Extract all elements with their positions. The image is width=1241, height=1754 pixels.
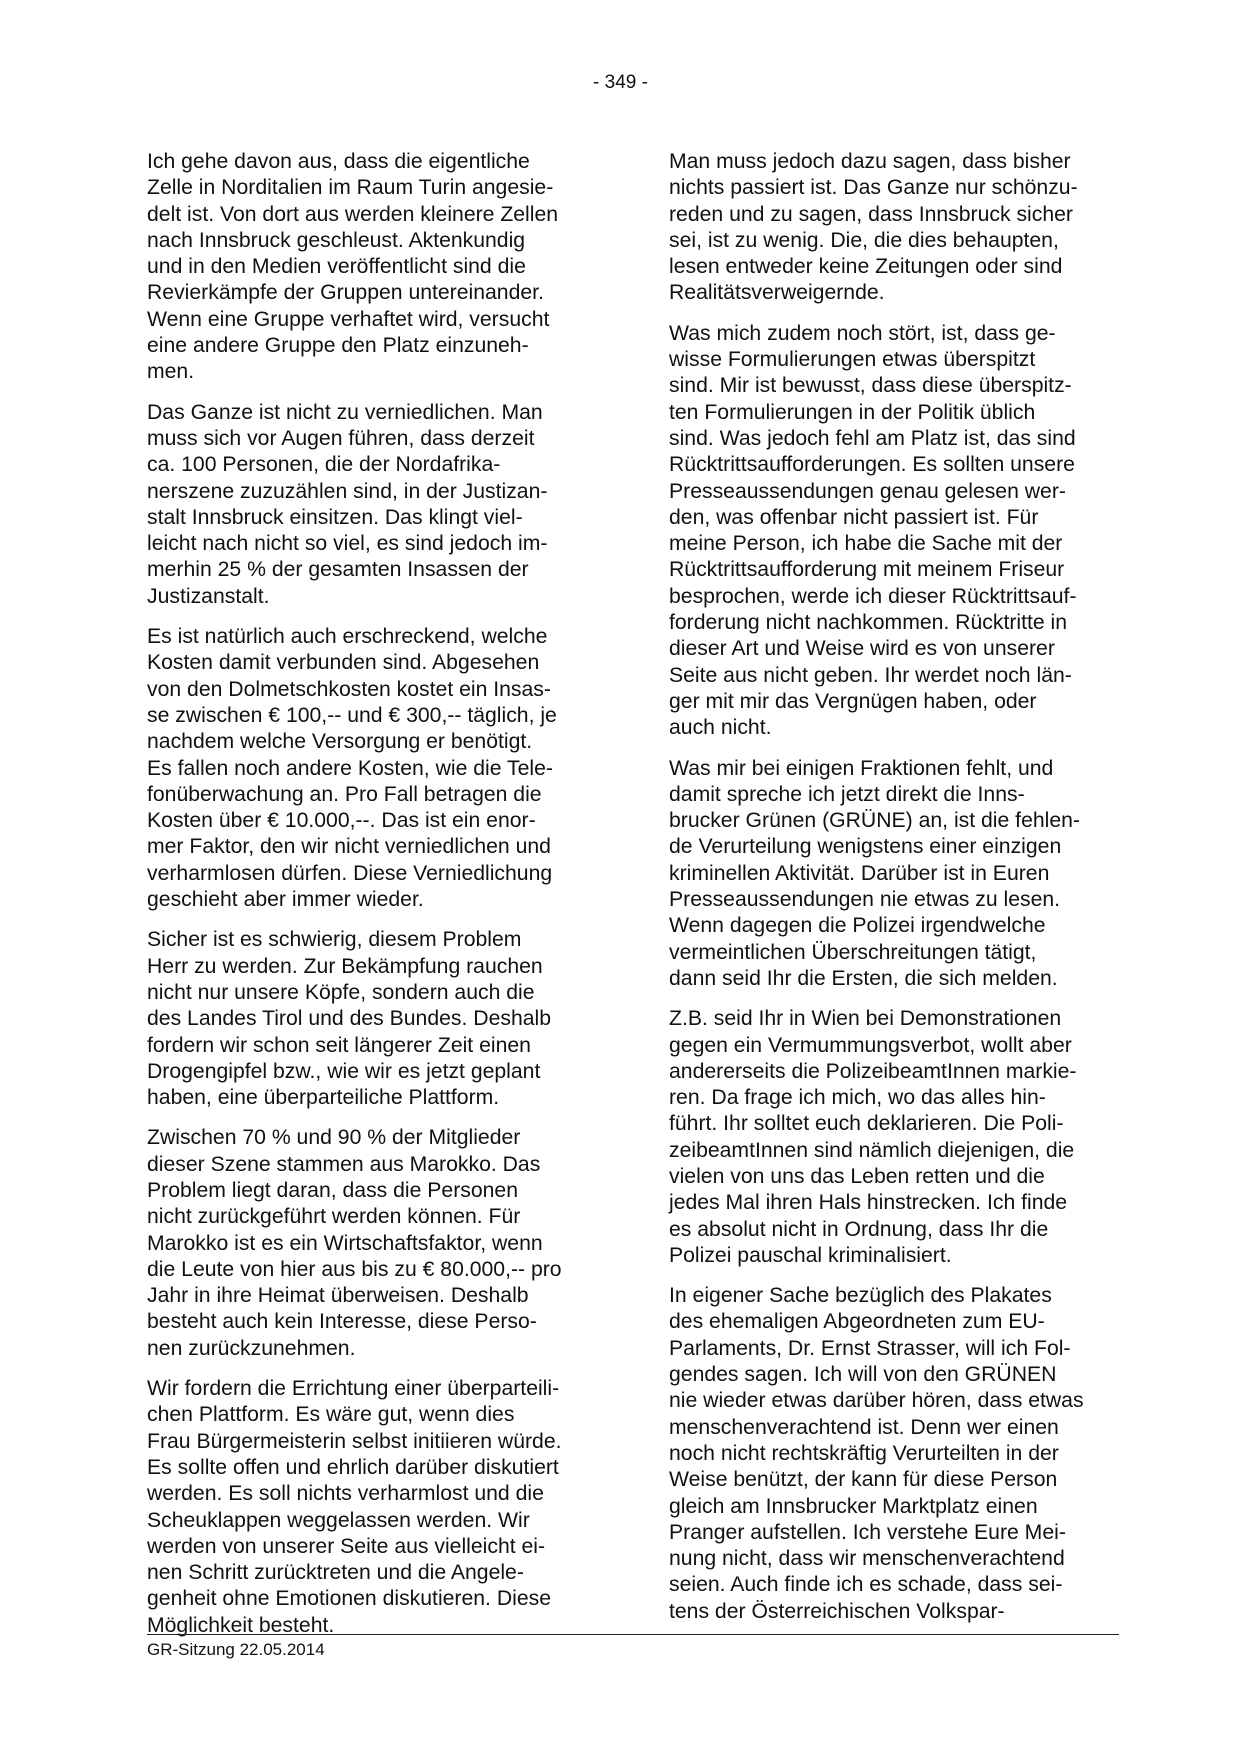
left-column <box>147 149 599 1653</box>
text-line: nen Schritt zurücktreten und die Angele- <box>147 1561 524 1585</box>
text-line: führt. Ihr solltet euch deklarieren. Die Poli- <box>669 1112 1064 1136</box>
text-line: genheit ohne Emotionen diskutieren. Diese <box>147 1587 552 1611</box>
text-line: Presseaussendungen genau gelesen wer- <box>669 479 1066 503</box>
text-line: Frau Bürgermeisterin selbst initiieren würde. <box>147 1429 562 1453</box>
text-line: seien. Auch finde ich es schade, dass sei- <box>669 1573 1063 1597</box>
text-line: nen zurückzunehmen. <box>147 1336 356 1360</box>
text-line: Wenn eine Gruppe verhaftet wird, versucht <box>147 307 550 331</box>
text-line: des Landes Tirol und des Bundes. Deshalb <box>147 1007 552 1031</box>
text-line: Was mich zudem noch stört, ist, dass ge- <box>669 321 1056 345</box>
text-line: vermeintlichen Überschreitungen tätigt, <box>669 940 1037 964</box>
text-line: nachdem welche Versorgung er benötigt. <box>147 730 533 754</box>
text-line: sind. Was jedoch fehl am Platz ist, das sind <box>669 426 1076 450</box>
text-line: Drogengipfel bzw., wie wir es jetzt geplant <box>147 1059 541 1083</box>
text-line: Was mir bei einigen Fraktionen fehlt, und <box>669 756 1054 780</box>
text-line: nicht zurückgeführt werden können. Für <box>147 1205 521 1229</box>
text-line: verharmlosen dürfen. Diese Verniedlichung <box>147 861 553 885</box>
text-line: Parlaments, Dr. Ernst Strasser, will ich Fol- <box>669 1336 1071 1360</box>
text-line: Weise benützt, der kann für diese Person <box>669 1468 1058 1492</box>
text-line: In eigener Sache bezüglich des Plakates <box>669 1284 1052 1308</box>
text-line: Möglichkeit besteht. <box>147 1613 335 1637</box>
text-line: Z.B. seid Ihr in Wien bei Demonstrationen <box>669 1007 1062 1031</box>
text-line: nung nicht, dass wir menschenverachtend <box>669 1547 1065 1571</box>
text-line: Wenn dagegen die Polizei irgendwelche <box>669 914 1046 938</box>
text-line: dieser Szene stammen aus Marokko. Das <box>147 1152 541 1176</box>
text-line: tens der Österreichischen Volkspar- <box>669 1599 1005 1623</box>
text-line: Es ist natürlich auch erschreckend, welche <box>147 625 548 649</box>
text-line: sind. Mir ist bewusst, dass diese überspitz- <box>669 374 1072 398</box>
text-line: nie wieder etwas darüber hören, dass etwas <box>669 1389 1084 1413</box>
paragraph <box>147 927 599 1111</box>
text-line: Seite aus nicht geben. Ihr werdet noch län- <box>669 663 1072 687</box>
text-line: Zwischen 70 % und 90 % der Mitglieder <box>147 1126 521 1150</box>
text-line: vielen von uns das Leben retten und die <box>669 1164 1045 1188</box>
paragraph <box>147 149 599 386</box>
text-line: Zelle in Norditalien im Raum Turin angesie- <box>147 176 554 200</box>
text-line: reden und zu sagen, dass Innsbruck sicher <box>669 202 1073 226</box>
text-line: Wir fordern die Errichtung einer überparteili- <box>147 1377 560 1401</box>
text-line: den, was offenbar nicht passiert ist. Für <box>669 505 1039 529</box>
text-line: Es sollte offen und ehrlich darüber diskutiert <box>147 1455 559 1479</box>
text-line: de Verurteilung wenigstens einer einzigen <box>669 835 1062 859</box>
text-line: Man muss jedoch dazu sagen, dass bisher <box>669 150 1071 173</box>
text-line: von den Dolmetschkosten kostet ein Insas- <box>147 677 551 701</box>
text-line: Sicher ist es schwierig, diesem Problem <box>147 928 522 952</box>
text-line: Pranger aufstellen. Ich verstehe Eure Mei- <box>669 1520 1066 1544</box>
text-line: gegen ein Vermummungsverbot, wollt aber <box>669 1033 1072 1057</box>
text-line: dann seid Ihr die Ersten, die sich melden. <box>669 966 1058 990</box>
text-line: nerszene zuzuzählen sind, in der Justizan- <box>147 479 548 503</box>
text-line: se zwischen € 100,-- und € 300,-- täglich, je <box>147 703 557 727</box>
text-line: dieser Art und Weise wird es von unserer <box>669 637 1055 661</box>
text-line: chen Plattform. Es wäre gut, wenn dies <box>147 1403 515 1427</box>
text-line: Problem liegt daran, dass die Personen <box>147 1178 518 1202</box>
text-line: ten Formulierungen in der Politik üblich <box>669 400 1036 424</box>
text-line: ca. 100 Personen, die der Nordafrika- <box>147 453 501 477</box>
text-line: Ich gehe davon aus, dass die eigentliche <box>147 150 530 173</box>
text-line: Polizei pauschal kriminalisiert. <box>669 1243 952 1267</box>
text-line: Es fallen noch andere Kosten, wie die Tele- <box>147 756 553 780</box>
text-line: forderung nicht nachkommen. Rücktritte in <box>669 611 1068 635</box>
paragraph <box>669 321 1121 742</box>
text-line: Revierkämpfe der Gruppen untereinander. <box>147 281 544 305</box>
text-line: brucker Grünen (GRÜNE) an, ist die fehlen- <box>669 809 1080 833</box>
text-line: men. <box>147 360 195 384</box>
text-line: eine andere Gruppe den Platz einzuneh- <box>147 334 529 358</box>
text-line: meine Person, ich habe die Sache mit der <box>669 532 1063 556</box>
paragraph <box>669 756 1121 993</box>
text-line: besteht auch kein Interesse, diese Perso- <box>147 1310 537 1334</box>
text-line: leicht nach nicht so viel, es sind jedoch im- <box>147 532 548 556</box>
text-line: und in den Medien veröffentlicht sind die <box>147 255 526 279</box>
text-line: Herr zu werden. Zur Bekämpfung rauchen <box>147 954 543 978</box>
text-line: Rücktrittsaufforderung mit meinem Friseur <box>669 558 1065 582</box>
footer-divider <box>147 1634 1119 1635</box>
text-line: menschenverachtend ist. Denn wer einen <box>669 1415 1059 1439</box>
text-line: werden von unserer Seite aus vielleicht ei- <box>147 1534 546 1558</box>
footer-session-date: GR-Sitzung 22.05.2014 <box>147 1640 325 1659</box>
text-line: zeibeamtInnen sind nämlich diejenigen, die <box>669 1138 1075 1162</box>
right-column <box>669 149 1121 1639</box>
text-line: fonüberwachung an. Pro Fall betragen die <box>147 782 542 806</box>
text-line: es absolut nicht in Ordnung, dass Ihr die <box>669 1217 1049 1241</box>
text-line: Das Ganze ist nicht zu verniedlichen. Man <box>147 400 543 424</box>
text-line: jedes Mal ihren Hals hinstrecken. Ich finde <box>669 1191 1068 1215</box>
text-line: kriminellen Aktivität. Darüber ist in Euren <box>669 861 1050 885</box>
text-line: delt ist. Von dort aus werden kleinere Zellen <box>147 202 559 226</box>
text-line: noch nicht rechtskräftig Verurteilten in der <box>669 1441 1059 1465</box>
text-line: Justizanstalt. <box>147 584 270 608</box>
paragraph <box>147 1376 599 1639</box>
text-line: stalt Innsbruck einsitzen. Das klingt viel- <box>147 505 523 529</box>
text-line: besprochen, werde ich dieser Rücktrittsauf- <box>669 584 1077 608</box>
text-line: Kosten damit verbunden sind. Abgesehen <box>147 651 540 675</box>
text-line: ren. Da frage ich mich, wo das alles hin- <box>669 1086 1046 1110</box>
text-line: Kosten über € 10.000,--. Das ist ein enor- <box>147 809 536 833</box>
text-line: Realitätsverweigernde. <box>669 281 885 305</box>
text-line: damit spreche ich jetzt direkt die Inns- <box>669 782 1025 806</box>
text-line: Scheuklappen weggelassen werden. Wir <box>147 1508 530 1532</box>
text-line: Marokko ist es ein Wirtschaftsfaktor, wenn <box>147 1231 543 1255</box>
text-line: lesen entweder keine Zeitungen oder sind <box>669 255 1063 279</box>
text-line: nach Innsbruck geschleust. Aktenkundig <box>147 228 526 252</box>
text-line: wisse Formulierungen etwas überspitzt <box>669 348 1036 372</box>
text-line: haben, eine überparteiliche Plattform. <box>147 1086 500 1110</box>
text-line: mer Faktor, den wir nicht verniedlichen und <box>147 835 551 859</box>
page-number: - 349 - <box>593 72 648 93</box>
text-line: auch nicht. <box>669 716 772 740</box>
paragraph <box>669 1006 1121 1269</box>
paragraph <box>147 624 599 913</box>
text-line: Presseaussendungen nie etwas zu lesen. <box>669 888 1061 912</box>
text-line: merhin 25 % der gesamten Insassen der <box>147 558 529 582</box>
text-line: geschieht aber immer wieder. <box>147 888 424 912</box>
text-line: andererseits die PolizeibeamtInnen markie- <box>669 1059 1077 1083</box>
paragraph <box>147 1125 599 1362</box>
text-line: gendes sagen. Ich will von den GRÜNEN <box>669 1363 1057 1387</box>
paragraph <box>669 149 1121 307</box>
text-line: fordern wir schon seit längerer Zeit einen <box>147 1033 531 1057</box>
text-line: Jahr in ihre Heimat überweisen. Deshalb <box>147 1284 529 1308</box>
text-line: muss sich vor Augen führen, dass derzeit <box>147 426 535 450</box>
text-line: gleich am Innsbrucker Marktplatz einen <box>669 1494 1038 1518</box>
text-line: sei, ist zu wenig. Die, die dies behaupten, <box>669 228 1059 252</box>
text-line: die Leute von hier aus bis zu € 80.000,-- pro <box>147 1257 562 1281</box>
text-line: ger mit mir das Vergnügen haben, oder <box>669 689 1037 713</box>
text-line: werden. Es soll nichts verharmlost und die <box>147 1482 544 1506</box>
text-line: nichts passiert ist. Das Ganze nur schönzu- <box>669 176 1078 200</box>
text-line: nicht nur unsere Köpfe, sondern auch die <box>147 980 535 1004</box>
paragraph <box>669 1283 1121 1625</box>
text-line: des ehemaligen Abgeordneten zum EU- <box>669 1310 1045 1334</box>
paragraph <box>147 400 599 610</box>
text-line: Rücktrittsaufforderungen. Es sollten unsere <box>669 453 1075 477</box>
